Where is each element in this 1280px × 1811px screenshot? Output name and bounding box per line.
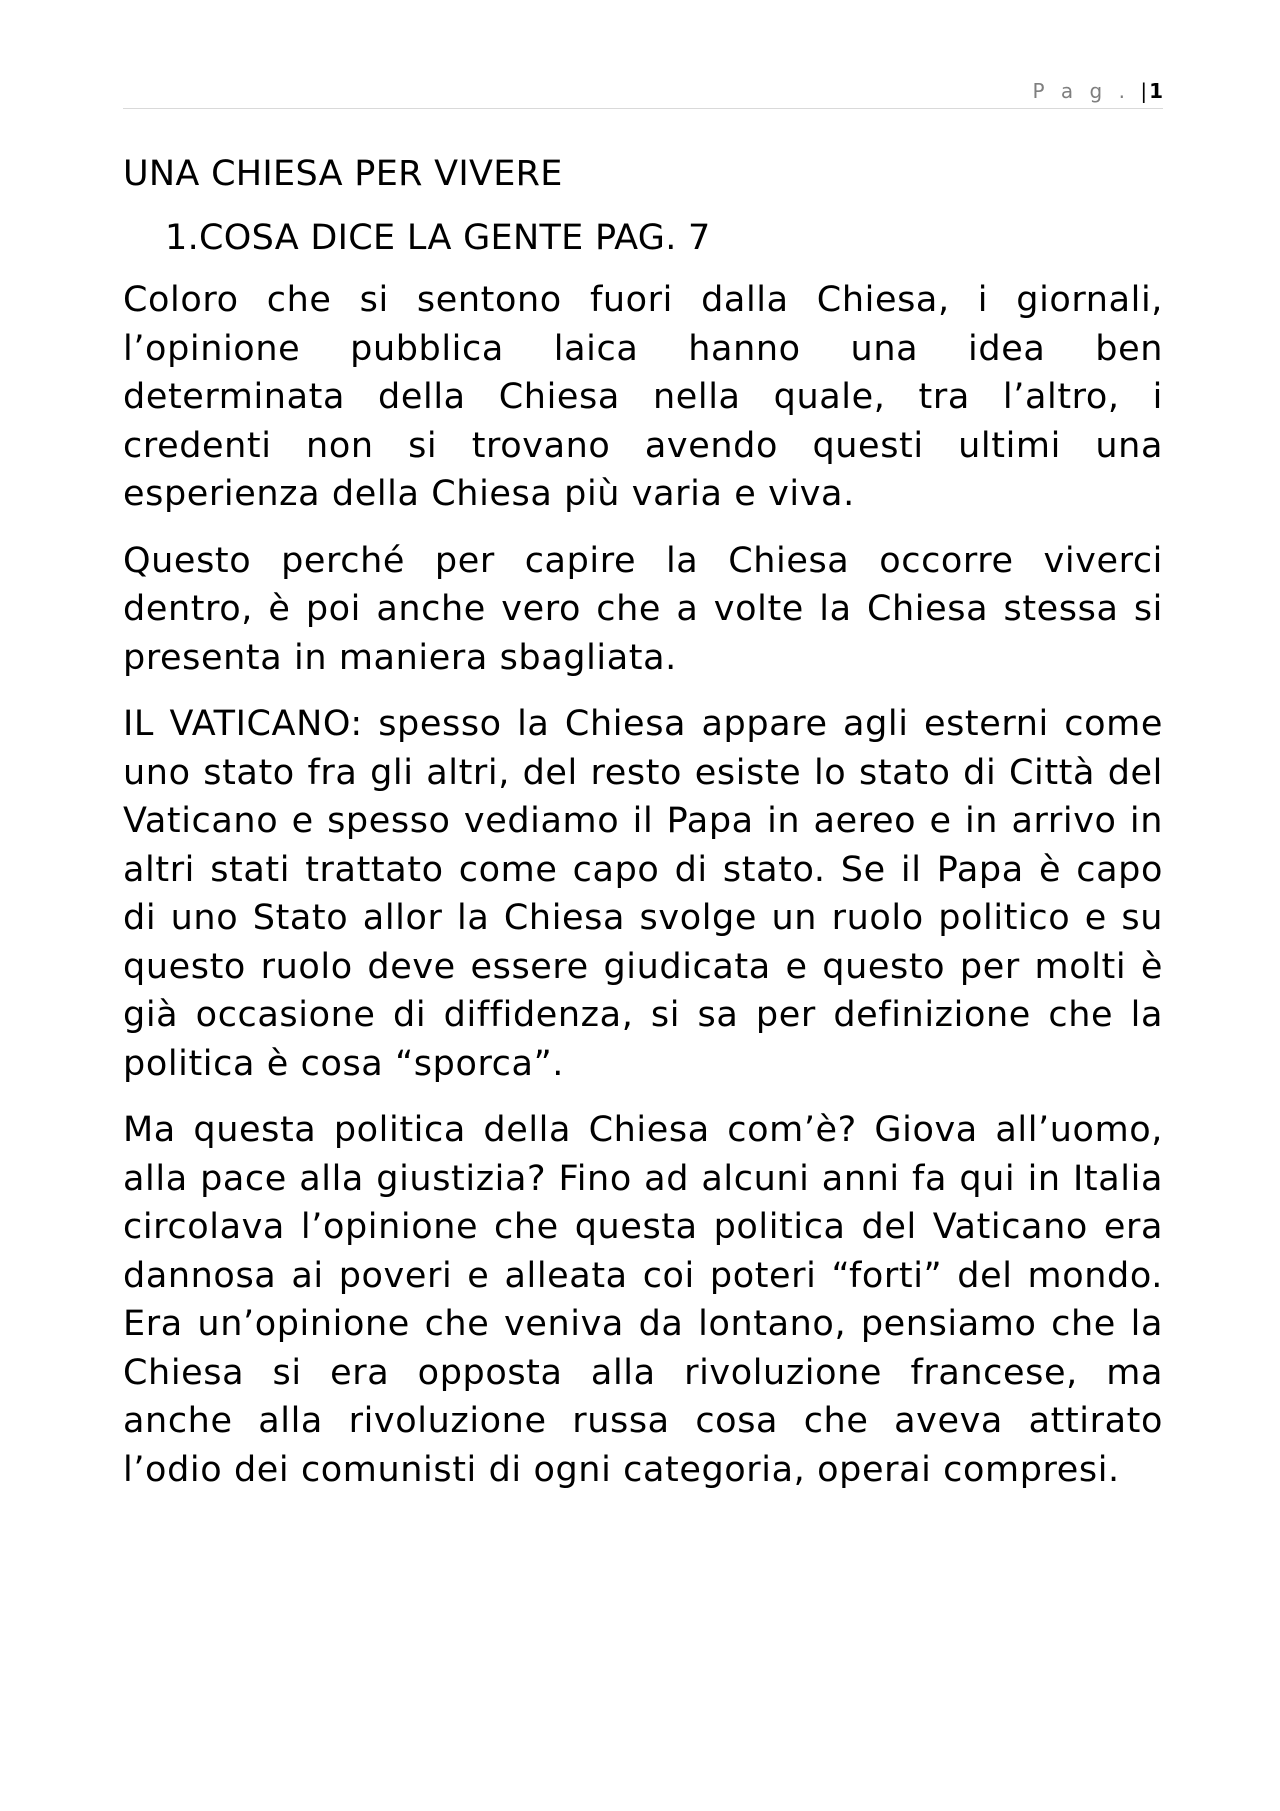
document-body: [123, 150, 1163, 1512]
page-number: 1: [1149, 79, 1163, 103]
paragraph-2: Questo perché per capire la Chiesa occorre viverci dentro, è poi anche vero che a volte la Chiesa stessa si presenta in maniera sbagliata.: [123, 540, 1163, 678]
paragraph-3: IL VATICANO: spesso la Chiesa appare agli esterni come uno stato fra gli altri, del resto esiste lo stato di Città del Vaticano e spesso vediamo il Papa in aereo e in arrivo in altri stati trattato come capo di stato. Se il Papa è capo di uno Stato allor la Chiesa svolge un ruolo politico e su questo ruolo deve essere giudicata e questo per molti è già occasione di diffidenza, si sa per definizione che la politica è cosa “sporca”.: [123, 704, 1163, 1084]
document-title: UNA CHIESA PER VIVERE: [123, 154, 563, 194]
page-separator: |: [1140, 79, 1148, 103]
paragraph-1: Coloro che si sentono fuori dalla Chiesa, i giornali, l’opinione pubblica laica hanno una idea ben determinata della Chiesa nella quale, tra l’altro, i credenti non si trovano avendo questi ultimi una esperienza della Chiesa più varia e viva.: [123, 280, 1163, 514]
paragraph-4: Ma questa politica della Chiesa com’è? Giova all’uomo, alla pace alla giustizia? Fino ad alcuni anni fa qui in Italia circolava l’opinione che questa politica del Vaticano era dannosa ai poveri e alleata coi poteri “forti” del mondo. Era un’opinione che veniva da lontano, pensiamo che la Chiesa si era opposta alla rivoluzione francese, ma anche alla rivoluzione russa cosa che aveva attirato l’odio dei comunisti di ogni categoria, operai compresi.: [123, 1110, 1163, 1490]
page-label: P a g .: [1032, 79, 1130, 103]
page-header: [123, 76, 1163, 109]
section-heading: 1.COSA DICE LA GENTE PAG. 7: [165, 218, 711, 258]
